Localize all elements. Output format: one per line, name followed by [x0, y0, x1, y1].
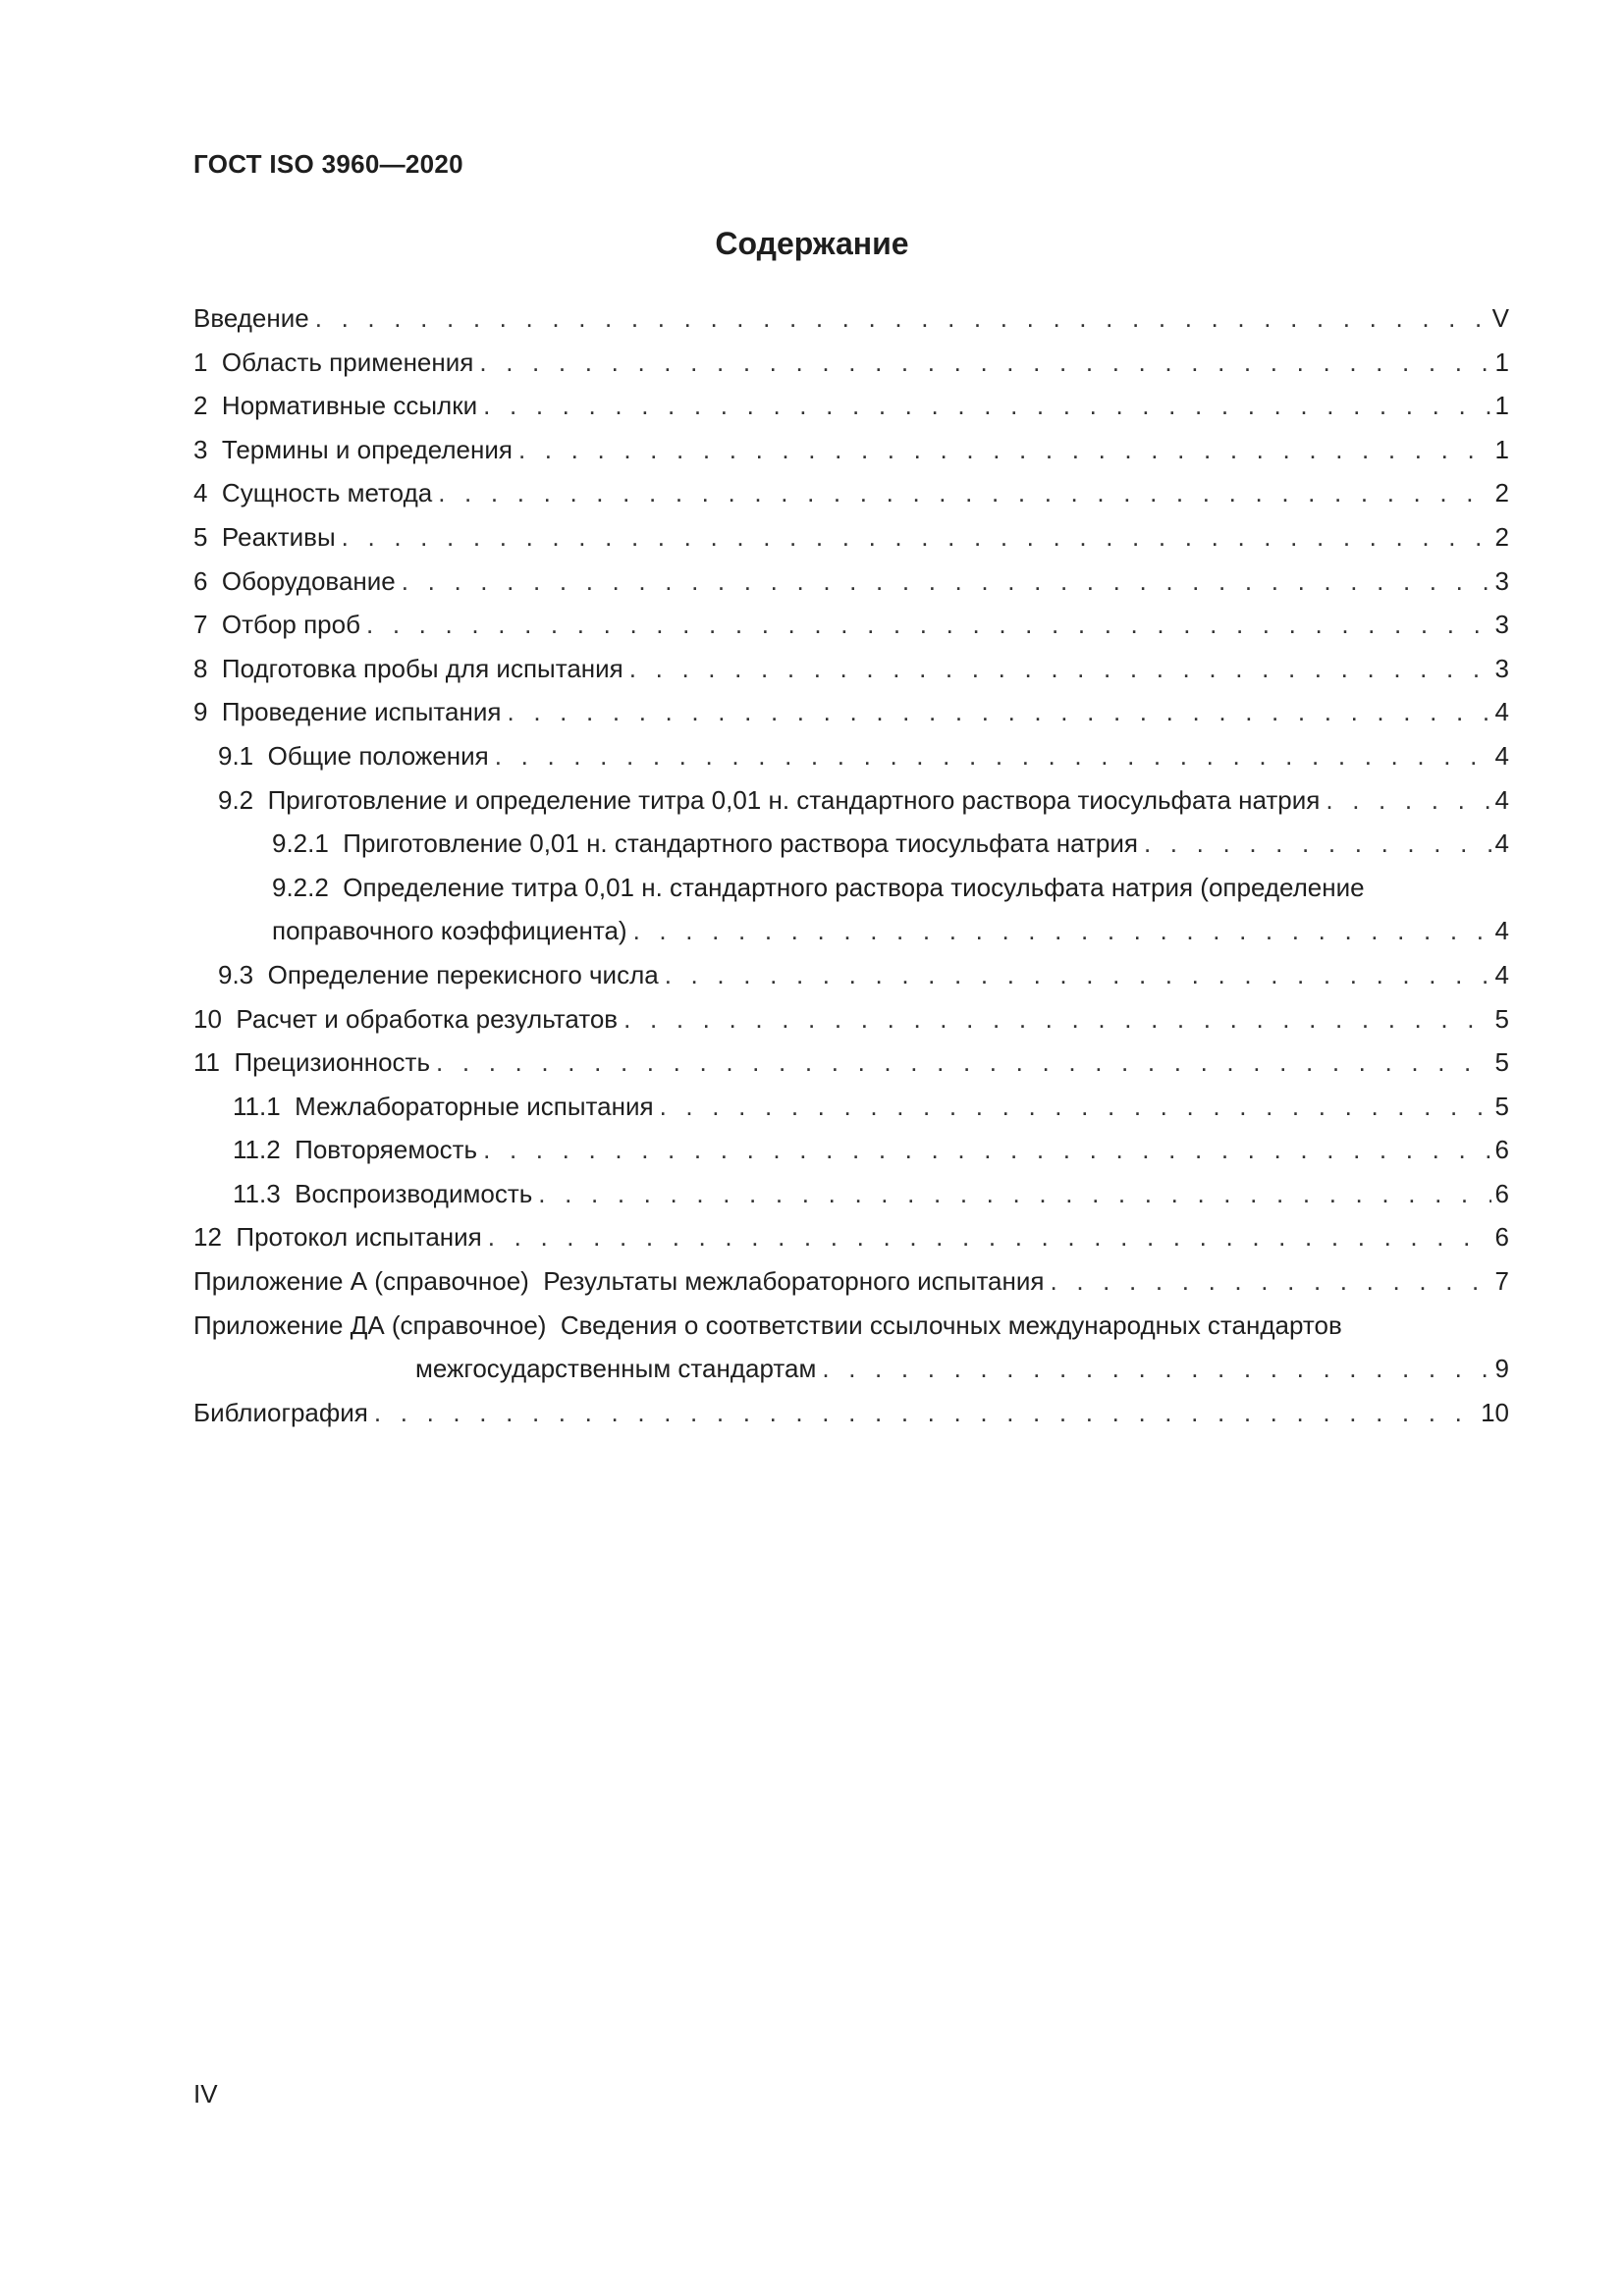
toc-entry-label: Отбор проб — [221, 610, 360, 640]
toc-entry-label-continuation: межгосударственным стандартам — [415, 1354, 817, 1384]
dot-leader — [633, 909, 1491, 953]
toc-entry-7[interactable] — [193, 603, 1509, 647]
toc-entry-page: 6 — [1494, 1178, 1509, 1208]
dot-leader — [483, 384, 1490, 428]
toc-entry-label: Термины и определения — [221, 434, 513, 464]
toc-entry-number: 9 — [193, 697, 208, 727]
toc-entry-page: 4 — [1494, 784, 1509, 815]
toc-entry-introduction[interactable] — [193, 296, 1509, 341]
toc-entry-11-2[interactable] — [193, 1128, 1509, 1172]
toc-entry-page: 3 — [1494, 653, 1509, 683]
toc-entry-9-1[interactable] — [193, 734, 1509, 778]
dot-leader — [488, 1215, 1491, 1259]
toc-entry-page: 1 — [1494, 347, 1509, 377]
toc-entry-6[interactable] — [193, 560, 1509, 604]
toc-entry-page: 4 — [1494, 916, 1509, 946]
toc-entry-label: Приготовление 0,01 н. стандартного раствора тиосульфата натрия — [343, 828, 1138, 859]
toc-entry-label: Библиография — [193, 1397, 368, 1427]
toc-entry-9-2-2-continuation[interactable] — [193, 909, 1509, 953]
toc-entry-page: 10 — [1481, 1397, 1509, 1427]
dot-leader — [538, 1172, 1490, 1216]
toc-entry-label: Межлабораторные испытания — [295, 1091, 654, 1121]
toc-entry-label: Подготовка пробы для испытания — [221, 653, 623, 683]
toc-entry-number: 6 — [193, 565, 208, 596]
toc-entry-label: Нормативные ссылки — [221, 391, 478, 421]
toc-entry-page: 2 — [1494, 478, 1509, 508]
toc-entry-page: 5 — [1494, 1047, 1509, 1078]
toc-entry-number: 3 — [193, 434, 208, 464]
toc-entry-label: Оборудование — [221, 565, 396, 596]
toc-entry-number: 9.2.2 — [272, 872, 329, 902]
toc-entry-5[interactable] — [193, 515, 1509, 560]
dot-leader — [479, 341, 1490, 385]
toc-entry-3[interactable] — [193, 428, 1509, 472]
toc-entry-12[interactable] — [193, 1215, 1509, 1259]
dot-leader — [623, 997, 1490, 1041]
toc-entry-page: 1 — [1494, 434, 1509, 464]
toc-entry-10[interactable] — [193, 997, 1509, 1041]
toc-entry-page: 2 — [1494, 521, 1509, 552]
toc-entry-number: 10 — [193, 1003, 222, 1034]
dot-leader — [507, 690, 1490, 734]
table-of-contents — [193, 296, 1509, 1434]
dot-leader — [436, 1041, 1491, 1085]
toc-entry-number: 9.1 — [218, 740, 254, 771]
toc-entry-page: 9 — [1494, 1354, 1509, 1384]
toc-entry-bibliography[interactable] — [193, 1391, 1509, 1435]
toc-entry-11-3[interactable] — [193, 1172, 1509, 1216]
dot-leader — [822, 1347, 1490, 1391]
dot-leader — [660, 1085, 1491, 1129]
toc-entry-number: 11.1 — [233, 1091, 281, 1121]
toc-entry-4[interactable] — [193, 471, 1509, 515]
toc-entry-number: 9.2 — [218, 784, 254, 815]
toc-entry-annex-da-continuation[interactable] — [193, 1347, 1509, 1391]
toc-entry-page: 7 — [1494, 1266, 1509, 1297]
toc-entry-label: Приложение А (справочное) Результаты межлабораторного испытания — [193, 1266, 1045, 1297]
dot-leader — [518, 428, 1491, 472]
toc-entry-9-3[interactable] — [193, 953, 1509, 997]
toc-entry-page: 3 — [1494, 565, 1509, 596]
toc-entry-page: 4 — [1494, 740, 1509, 771]
dot-leader — [1144, 822, 1491, 866]
document-code: ГОСТ ISO 3960—2020 — [193, 149, 463, 179]
dot-leader — [438, 471, 1490, 515]
toc-entry-label: Проведение испытания — [221, 697, 502, 727]
toc-entry-9[interactable] — [193, 690, 1509, 734]
toc-entry-annex-da[interactable] — [193, 1304, 1509, 1348]
toc-entry-number: 4 — [193, 478, 208, 508]
dot-leader — [342, 515, 1491, 560]
toc-title: Содержание — [715, 226, 909, 261]
toc-entry-page: 5 — [1494, 1091, 1509, 1121]
toc-entry-annex-a[interactable] — [193, 1259, 1509, 1304]
toc-entry-11[interactable] — [193, 1041, 1509, 1085]
toc-entry-number: 11 — [193, 1047, 220, 1078]
toc-entry-page: 4 — [1494, 828, 1509, 859]
dot-leader — [1326, 778, 1490, 823]
dot-leader — [483, 1128, 1490, 1172]
toc-entry-9-2-2[interactable] — [193, 866, 1509, 910]
toc-entry-page: 3 — [1494, 610, 1509, 640]
dot-leader — [366, 603, 1491, 647]
dot-leader — [374, 1391, 1477, 1435]
toc-entry-number: 5 — [193, 521, 208, 552]
toc-entry-label: Реактивы — [221, 521, 336, 552]
toc-entry-label: Приготовление и определение титра 0,01 н. стандартного раствора тиосульфата натрия — [267, 784, 1321, 815]
toc-entry-page: 6 — [1494, 1222, 1509, 1253]
dot-leader — [665, 953, 1491, 997]
toc-entry-11-1[interactable] — [193, 1085, 1509, 1129]
toc-entry-label: Область применения — [221, 347, 474, 377]
dot-leader — [315, 296, 1489, 341]
page-number: IV — [193, 2079, 218, 2109]
toc-entry-page: 6 — [1494, 1135, 1509, 1165]
toc-entry-label: Протокол испытания — [236, 1222, 482, 1253]
toc-entry-label: Сущность метода — [221, 478, 433, 508]
toc-entry-page: V — [1491, 303, 1509, 333]
toc-entry-number: 8 — [193, 653, 208, 683]
toc-entry-number: 9.3 — [218, 959, 254, 989]
toc-entry-number: 2 — [193, 391, 208, 421]
dot-leader — [629, 647, 1491, 691]
toc-entry-label: Введение — [193, 303, 309, 333]
toc-entry-number: 7 — [193, 610, 208, 640]
toc-entry-label: Расчет и обработка результатов — [236, 1003, 619, 1034]
toc-entry-page: 4 — [1494, 697, 1509, 727]
toc-entry-number: 9.2.1 — [272, 828, 329, 859]
toc-entry-label: Воспроизводимость — [295, 1178, 533, 1208]
toc-entry-page: 4 — [1494, 959, 1509, 989]
toc-entry-label: Общие положения — [267, 740, 489, 771]
toc-entry-label: Прецизионность — [234, 1047, 431, 1078]
dot-leader — [402, 560, 1491, 604]
toc-entry-number: 12 — [193, 1222, 222, 1253]
toc-entry-1[interactable] — [193, 341, 1509, 385]
toc-entry-label: Определение перекисного числа — [267, 959, 659, 989]
toc-entry-number: 11.3 — [233, 1178, 281, 1208]
dot-leader — [495, 734, 1491, 778]
toc-entry-9-2-1[interactable] — [193, 822, 1509, 866]
toc-entry-page: 1 — [1494, 391, 1509, 421]
toc-entry-number: 11.2 — [233, 1135, 281, 1165]
toc-entry-8[interactable] — [193, 647, 1509, 691]
toc-entry-page: 5 — [1494, 1003, 1509, 1034]
toc-entry-label-continuation: поправочного коэффициента) — [272, 916, 627, 946]
toc-entry-9-2[interactable] — [193, 778, 1509, 823]
toc-entry-label: Приложение ДА (справочное) Сведения о соответствии ссылочных международных стандартов — [193, 1309, 1342, 1340]
toc-entry-label: Определение титра 0,01 н. стандартного раствора тиосульфата натрия (определение — [343, 872, 1365, 902]
toc-entry-2[interactable] — [193, 384, 1509, 428]
toc-entry-label: Повторяемость — [295, 1135, 478, 1165]
toc-entry-number: 1 — [193, 347, 208, 377]
dot-leader — [1050, 1259, 1490, 1304]
